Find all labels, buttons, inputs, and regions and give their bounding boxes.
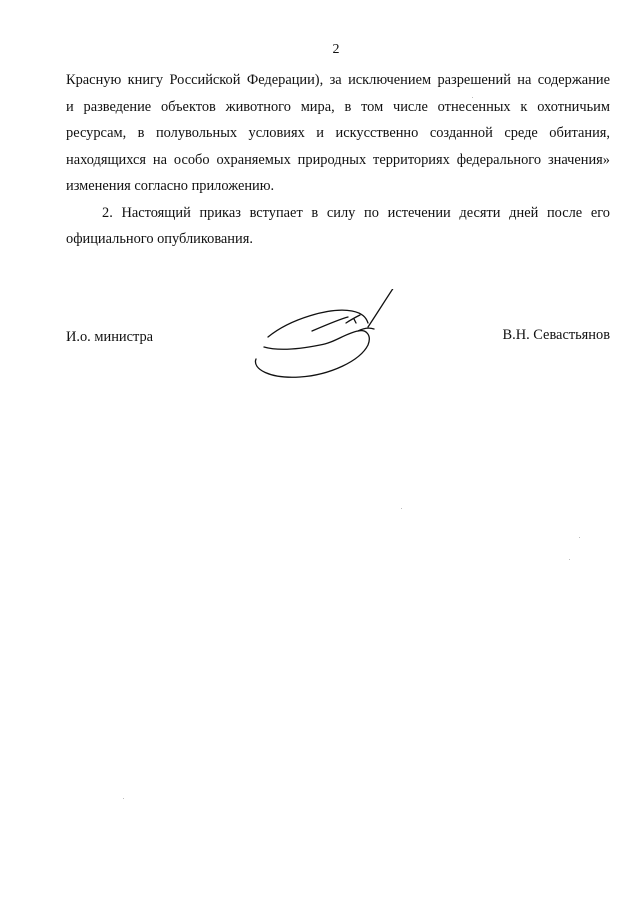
page-number: 2: [332, 42, 340, 57]
signatory-name: В.Н. Севастьянов: [502, 327, 610, 343]
scan-speck: [472, 97, 473, 98]
text-line: 2. Настоящий приказ вступает в силу по истечении десяти дней после его: [102, 204, 610, 221]
scan-speck: [569, 559, 570, 560]
handwritten-signature: [250, 289, 400, 385]
text-line: находящихся на особо охраняемых природных территориях федерального значения»: [66, 151, 610, 168]
paragraph-2: [66, 200, 610, 253]
signature-block: [66, 323, 610, 413]
scan-speck: [123, 798, 124, 799]
text-line: официального опубликования.: [66, 231, 253, 247]
document-body: [66, 67, 610, 253]
scan-speck: [579, 537, 580, 538]
signatory-title: И.о. министра: [66, 329, 154, 345]
text-line: и разведение объектов животного мира, в том числе отнесенных к охотничьим: [66, 98, 610, 115]
text-line: Красную книгу Российской Федерации), за исключением разрешений на содержание: [66, 72, 610, 88]
text-line: ресурсам, в полувольных условиях и искусственно созданной среде обитания,: [66, 125, 610, 141]
paragraph-1: [66, 67, 610, 200]
scan-speck: [401, 508, 402, 509]
text-line: изменения согласно приложению.: [66, 178, 275, 194]
